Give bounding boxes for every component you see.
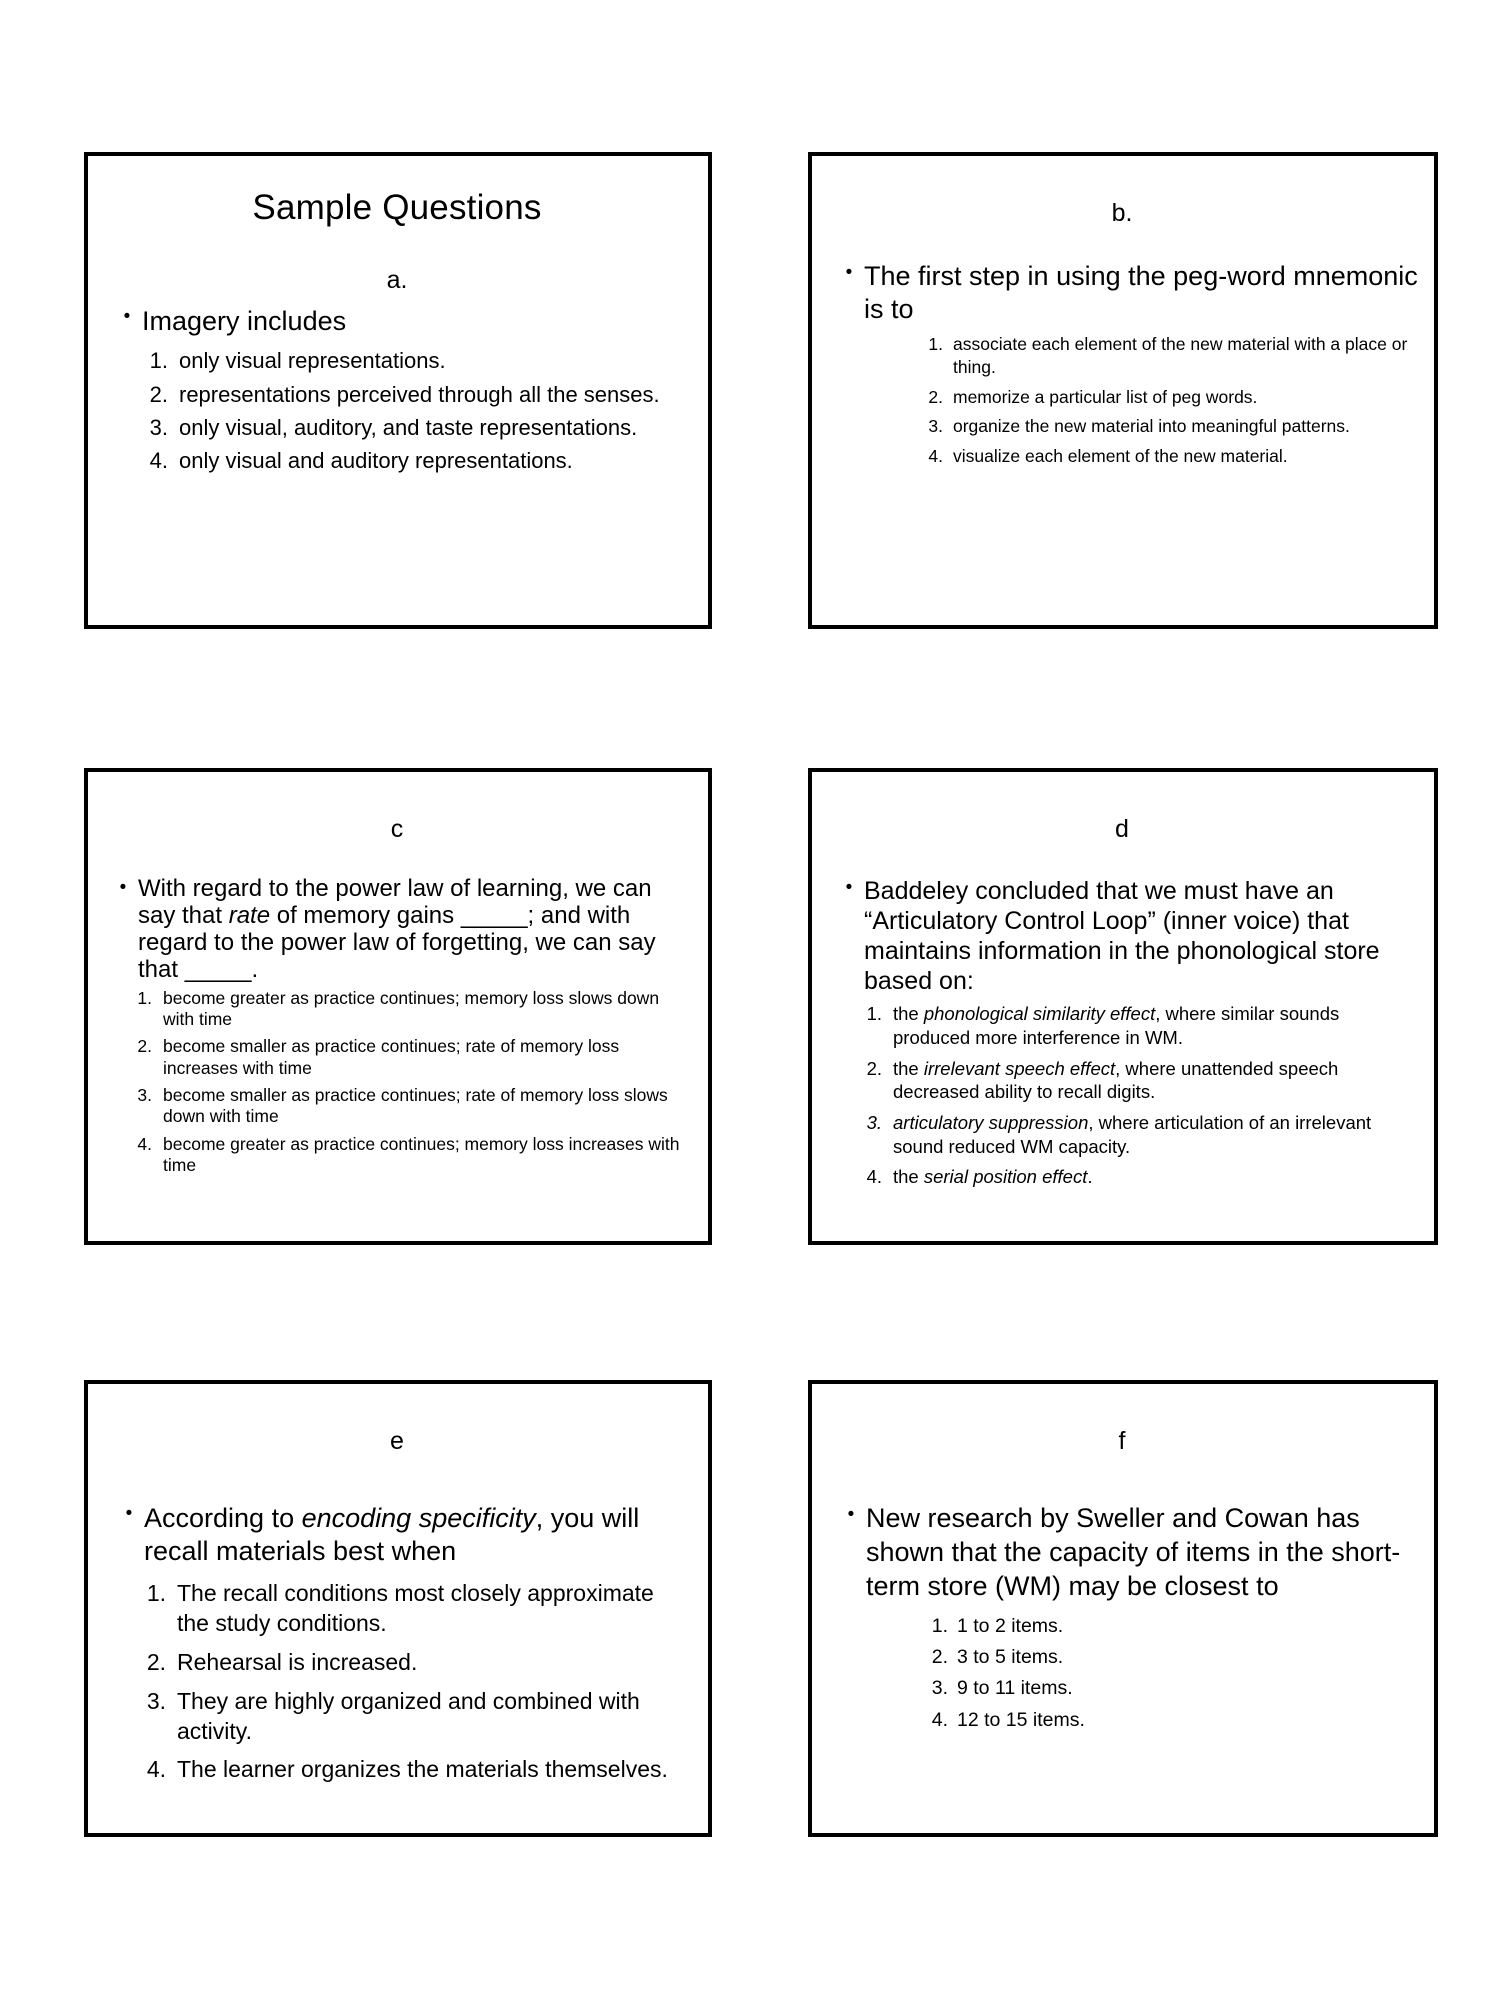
slide-d-option-list: [860, 1002, 1418, 1189]
option-text: only visual and auditory representations.: [179, 448, 573, 474]
option-number: 3.: [931, 1677, 948, 1700]
list-item[interactable]: [130, 1085, 692, 1128]
slide-f-body: [812, 1428, 1434, 1733]
slide-e-body: [88, 1428, 708, 1785]
option-text: 1 to 2 items.: [957, 1614, 1064, 1637]
slide-b-body: [812, 200, 1434, 468]
slide-c-stem: With regard to the power law of learning, we can say that rate of memory gains _____; and with regard to the power law of forgetting, we can say that _____.: [138, 875, 656, 983]
option-text: become greater as practice continues; memory loss slows down with time: [163, 987, 660, 1030]
slide-e-option-list: [140, 1579, 692, 1785]
slide-a-option-list: [142, 346, 692, 475]
slide-e-stem: According to encoding specificity, you will recall materials best when: [144, 1503, 640, 1566]
option-text: the phonological similarity effect, where similar sounds produced more interference in WM.: [893, 1003, 1340, 1048]
list-item[interactable]: [130, 1036, 692, 1079]
option-text: only visual, auditory, and taste representations.: [179, 414, 638, 440]
list-item[interactable]: [860, 1057, 1418, 1104]
slide-a-body: [88, 190, 708, 475]
bullet-dot-icon: •: [123, 306, 131, 327]
slide-d-body: [812, 816, 1434, 1189]
list-item[interactable]: [142, 380, 692, 409]
option-number: 2.: [149, 381, 168, 407]
slide-c-letter-label: c: [390, 815, 404, 843]
option-text: organize the new material into meaningful patterns.: [953, 416, 1350, 437]
option-text: 9 to 11 items.: [957, 1677, 1073, 1700]
slide-c-body: [88, 816, 708, 1177]
slide-e-letter-label: e: [390, 1427, 404, 1455]
slide-b-stem-row: [834, 260, 1418, 326]
option-number: 4.: [149, 448, 168, 474]
option-number: 3.: [146, 1687, 166, 1714]
list-item[interactable]: [142, 413, 692, 442]
slide-c[interactable]: [84, 768, 712, 1245]
option-number: 1.: [146, 1580, 166, 1607]
option-number: 1.: [137, 987, 152, 1008]
list-item[interactable]: [130, 988, 692, 1031]
bullet-dot-icon: •: [845, 262, 853, 284]
bullet-dot-icon: •: [847, 1504, 855, 1526]
option-number: 2.: [137, 1036, 152, 1057]
option-text: memorize a particular list of peg words.: [953, 386, 1258, 407]
list-item[interactable]: [926, 1614, 1418, 1639]
option-text: The recall conditions most closely approximate the study conditions.: [177, 1580, 654, 1636]
option-text: representations perceived through all the senses.: [179, 381, 660, 407]
slide-b-option-list: [921, 333, 1418, 468]
option-text: The learner organizes the materials themselves.: [177, 1756, 668, 1783]
list-item[interactable]: [140, 1579, 692, 1639]
slide-c-option-list: [130, 988, 692, 1177]
slide-d-stem-row: [834, 876, 1418, 996]
bullet-dot-icon: •: [845, 877, 853, 899]
slide-a-letter-label: a.: [386, 265, 408, 294]
option-number: 3.: [137, 1085, 152, 1106]
option-text: the serial position effect.: [893, 1166, 1093, 1188]
option-number: 1.: [928, 334, 943, 355]
option-number: 4.: [146, 1756, 166, 1783]
option-number: 4.: [866, 1166, 882, 1188]
option-number: 2.: [146, 1648, 166, 1675]
option-text: visualize each element of the new material.: [953, 446, 1288, 467]
option-text: associate each element of the new material with a place or thing.: [953, 334, 1408, 377]
slide-a[interactable]: [84, 152, 712, 629]
list-item[interactable]: [142, 346, 692, 375]
slide-b-letter-label: b.: [1111, 199, 1133, 227]
option-number: 3.: [928, 416, 943, 437]
slide-f[interactable]: [808, 1380, 1438, 1837]
option-text: 3 to 5 items.: [957, 1645, 1064, 1668]
list-item[interactable]: [140, 1687, 692, 1747]
list-item[interactable]: [921, 386, 1418, 409]
slide-b[interactable]: [808, 152, 1438, 629]
option-text: 12 to 15 items.: [957, 1708, 1085, 1731]
option-number: 1.: [149, 348, 168, 374]
slide-e-stem-row: [114, 1502, 692, 1567]
option-text: become smaller as practice continues; rate of memory loss increases with time: [163, 1036, 620, 1078]
slide-a-stem-row: [112, 305, 692, 337]
slide-d[interactable]: [808, 768, 1438, 1245]
option-text: become greater as practice continues; memory loss increases with time: [163, 1133, 680, 1176]
list-item[interactable]: [921, 333, 1418, 379]
slide-a-stem: Imagery includes: [142, 306, 347, 336]
list-item[interactable]: [921, 445, 1418, 468]
option-number: 1.: [866, 1003, 882, 1025]
list-item[interactable]: [142, 446, 692, 475]
option-number: 2.: [928, 386, 943, 407]
option-text: the irrelevant speech effect, where unattended speech decreased ability to recall digits.: [893, 1057, 1339, 1103]
option-number: 1.: [931, 1614, 948, 1637]
list-item[interactable]: [860, 1165, 1418, 1189]
list-item[interactable]: [926, 1645, 1418, 1670]
slide-c-stem-row: [108, 876, 692, 984]
option-text: articulatory suppression, where articulation of an irrelevant sound reduced WM capacity.: [893, 1111, 1372, 1157]
option-text: only visual representations.: [179, 348, 446, 374]
option-number: 2.: [931, 1645, 948, 1668]
bullet-dot-icon: •: [125, 1503, 133, 1525]
list-item[interactable]: [140, 1755, 692, 1785]
slide-e[interactable]: [84, 1380, 712, 1837]
bullet-dot-icon: •: [119, 877, 127, 899]
slide-d-stem: Baddeley concluded that we must have an “Articulatory Control Loop” (inner voice) that maintains information in the phonological store based on:: [864, 877, 1380, 996]
list-item[interactable]: [860, 1002, 1418, 1049]
slide-f-option-list: [926, 1614, 1418, 1733]
slide-d-letter-label: d: [1115, 815, 1129, 843]
option-number: 2.: [866, 1057, 882, 1079]
option-text: become smaller as practice continues; rate of memory loss slows down with time: [163, 1085, 668, 1127]
list-item[interactable]: [926, 1676, 1418, 1701]
option-number: 4.: [137, 1133, 152, 1154]
slide-f-stem: New research by Sweller and Cowan has shown that the capacity of items in the short-term store (WM) may be closest to: [866, 1503, 1401, 1601]
slide-f-letter-label: f: [1118, 1427, 1126, 1455]
slide-b-stem: The first step in using the peg-word mnemonic is to: [864, 261, 1418, 325]
page-title: Sample Questions: [252, 188, 542, 227]
list-item[interactable]: [130, 1134, 692, 1177]
list-item[interactable]: [140, 1648, 692, 1678]
option-text: They are highly organized and combined with activity.: [177, 1687, 640, 1744]
slide-f-stem-row: [836, 1502, 1418, 1603]
list-item[interactable]: [926, 1708, 1418, 1733]
option-text: Rehearsal is increased.: [177, 1648, 418, 1675]
option-number: 3.: [149, 414, 168, 440]
list-item[interactable]: [921, 415, 1418, 438]
list-item[interactable]: [860, 1111, 1418, 1158]
option-number: 4.: [931, 1708, 948, 1731]
option-number: 4.: [928, 446, 943, 467]
option-number: 3.: [866, 1111, 882, 1133]
